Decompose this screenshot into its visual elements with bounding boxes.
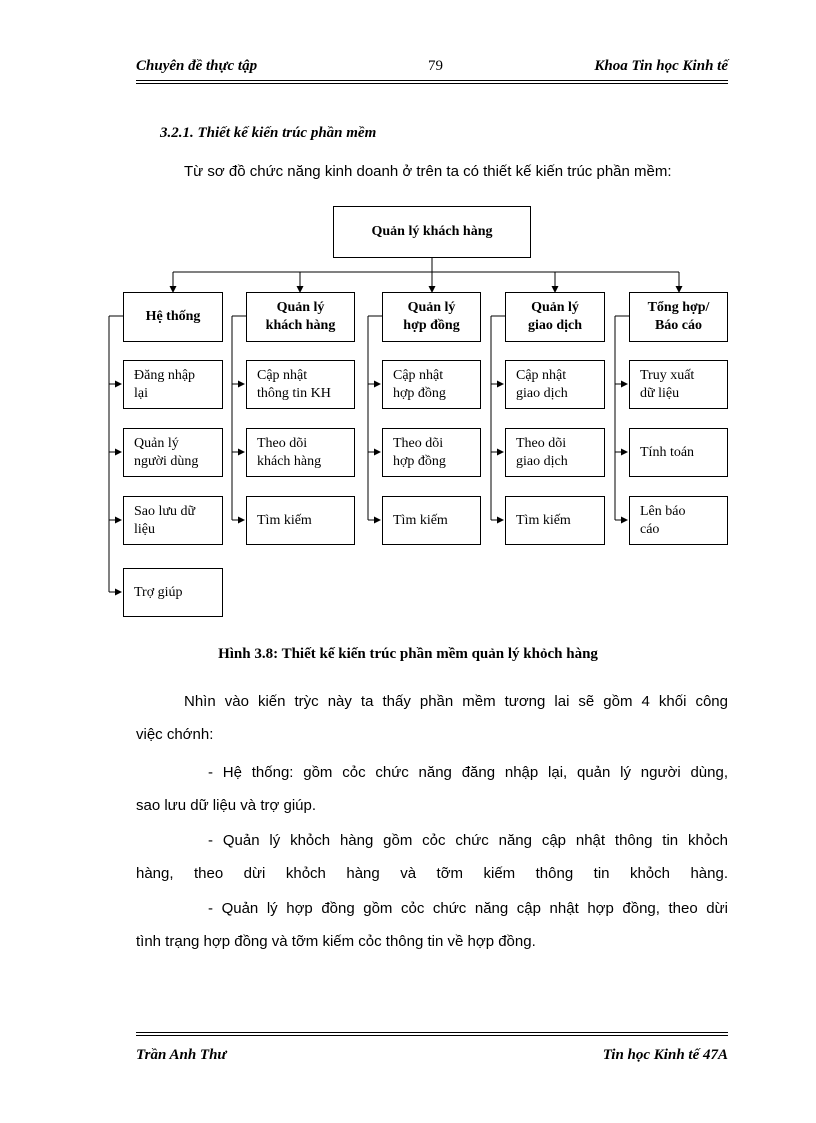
- leaf-theo-doi-hd: [382, 428, 481, 477]
- leaf-line-1: Theo dõi: [393, 435, 444, 451]
- leaf-line-1: Sao lưu dữ: [134, 503, 196, 519]
- leaf-line-1: Đăng nhập: [134, 367, 196, 383]
- leaf-line-2: khách hàng: [257, 453, 322, 469]
- leaf-line-1: Cập nhật: [257, 367, 308, 383]
- paragraph-line: việc chớnh:: [136, 726, 214, 743]
- leaf-line-1: Tìm kiếm: [516, 512, 571, 528]
- leaf-sao-luu: [123, 496, 223, 545]
- bullet-line: - Quản lý khỏch hàng gồm cỏc chức năng cập nhật thông tin khỏch: [208, 832, 728, 849]
- leaf-theo-doi-gd: [505, 428, 605, 477]
- paragraph-line: Nhìn vào kiến trỳc này ta thấy phần mềm tương lai sẽ gồm 4 khối công: [184, 693, 728, 710]
- header-left: Chuyên đề thực tập: [136, 58, 258, 74]
- leaf-line-1: Cập nhật: [393, 367, 444, 383]
- leaf-line-2: người dùng: [134, 453, 199, 469]
- footer-right: Tin học Kinh tế 47A: [602, 1047, 728, 1063]
- branch-quan-ly-giao-dich: [505, 292, 605, 342]
- leaf-line-1: Cập nhật: [516, 367, 567, 383]
- branch-he-thong: [123, 292, 223, 342]
- branch-title-1: Quản lý: [276, 300, 325, 315]
- leaf-line-2: thông tin KH: [257, 385, 331, 401]
- leaf-line-2: dữ liệu: [640, 385, 680, 401]
- leaf-line-2: hợp đồng: [393, 385, 446, 401]
- bullet-line: - Quản lý hợp đồng gồm cỏc chức năng cập nhật hợp đồng, theo dừi: [208, 900, 728, 917]
- intro-text: Từ sơ đồ chức năng kinh doanh ở trên ta có thiết kế kiến trúc phần mềm:: [184, 163, 672, 180]
- branch-title-1: Tổng hợp/: [647, 300, 710, 315]
- bullet-line: tình trạng hợp đồng và tỡm kiếm cỏc thông tin về hợp đồng.: [136, 933, 536, 950]
- leaf-line-2: giao dịch: [516, 453, 568, 469]
- leaf-tim-kiem-hd: [382, 496, 481, 545]
- leaf-cap-nhat-kh: [246, 360, 355, 409]
- branch-quan-ly-khach-hang: [246, 292, 355, 342]
- branch-title-2: giao dịch: [527, 318, 583, 333]
- footer-rule-top: [136, 1032, 728, 1033]
- leaf-line-1: Theo dõi: [516, 435, 567, 451]
- leaf-line-2: cáo: [640, 521, 660, 537]
- leaf-cap-nhat-gd: [505, 360, 605, 409]
- leaf-truy-xuat: [629, 360, 728, 409]
- diagram-root-label: Quản lý khách hàng: [371, 224, 493, 239]
- leaf-tro-giup: [123, 568, 223, 617]
- branch-title-2: khách hàng: [265, 318, 336, 333]
- leaf-dang-nhap: [123, 360, 223, 409]
- leaf-cap-nhat-hd: [382, 360, 481, 409]
- branch-title-1: Quản lý: [407, 300, 456, 315]
- figure-caption: Hình 3.8: Thiết kế kiến trúc phần mềm quản lý khỏch hàng: [218, 646, 598, 662]
- section-title: 3.2.1. Thiết kế kiến trúc phần mềm: [160, 125, 377, 141]
- leaf-line-1: Tính toán: [640, 444, 695, 460]
- header-right: Khoa Tin học Kinh tế: [594, 58, 728, 74]
- leaf-line-2: liệu: [134, 521, 155, 537]
- footer-rule-bottom: [136, 1035, 728, 1036]
- branch-title-1: Quản lý: [531, 300, 579, 315]
- leaf-len-bao-cao: [629, 496, 728, 545]
- leaf-line-1: Lên báo: [640, 503, 686, 519]
- leaf-line-1: Trợ giúp: [134, 584, 183, 600]
- leaf-quan-ly-nguoi-dung: [123, 428, 223, 477]
- leaf-tim-kiem-gd: [505, 496, 605, 545]
- leaf-tinh-toan: [629, 428, 728, 477]
- branch-title-2: hợp đồng: [403, 318, 460, 333]
- leaf-theo-doi-kh: [246, 428, 355, 477]
- branch-quan-ly-hop-dong: [382, 292, 481, 342]
- leaf-line-2: giao dịch: [516, 385, 568, 401]
- leaf-line-1: Tìm kiếm: [257, 512, 312, 528]
- bullet-line: hàng, theo dừi khỏch hàng và tỡm kiếm thông tin khỏch hàng.: [136, 865, 728, 882]
- leaf-line-1: Quản lý: [134, 435, 179, 451]
- leaf-line-1: Theo dõi: [257, 435, 308, 451]
- diagram-root-box: [333, 206, 531, 258]
- leaf-line-1: Truy xuất: [640, 367, 695, 383]
- bullet-line: - Hệ thống: gồm cỏc chức năng đăng nhập lại, quản lý người dùng,: [208, 764, 728, 781]
- branch-tong-hop-bao-cao: [629, 292, 728, 342]
- bullet-line: sao lưu dữ liệu và trợ giúp.: [136, 797, 317, 814]
- branch-title-2: Báo cáo: [654, 318, 703, 333]
- footer-left: Trần Anh Thư: [136, 1047, 227, 1063]
- leaf-tim-kiem-kh: [246, 496, 355, 545]
- page-number: 79: [428, 58, 443, 74]
- branch-title: Hệ thống: [145, 309, 201, 324]
- leaf-line-2: hợp đồng: [393, 453, 446, 469]
- leaf-line-1: Tìm kiếm: [393, 512, 448, 528]
- leaf-line-2: lại: [134, 385, 148, 401]
